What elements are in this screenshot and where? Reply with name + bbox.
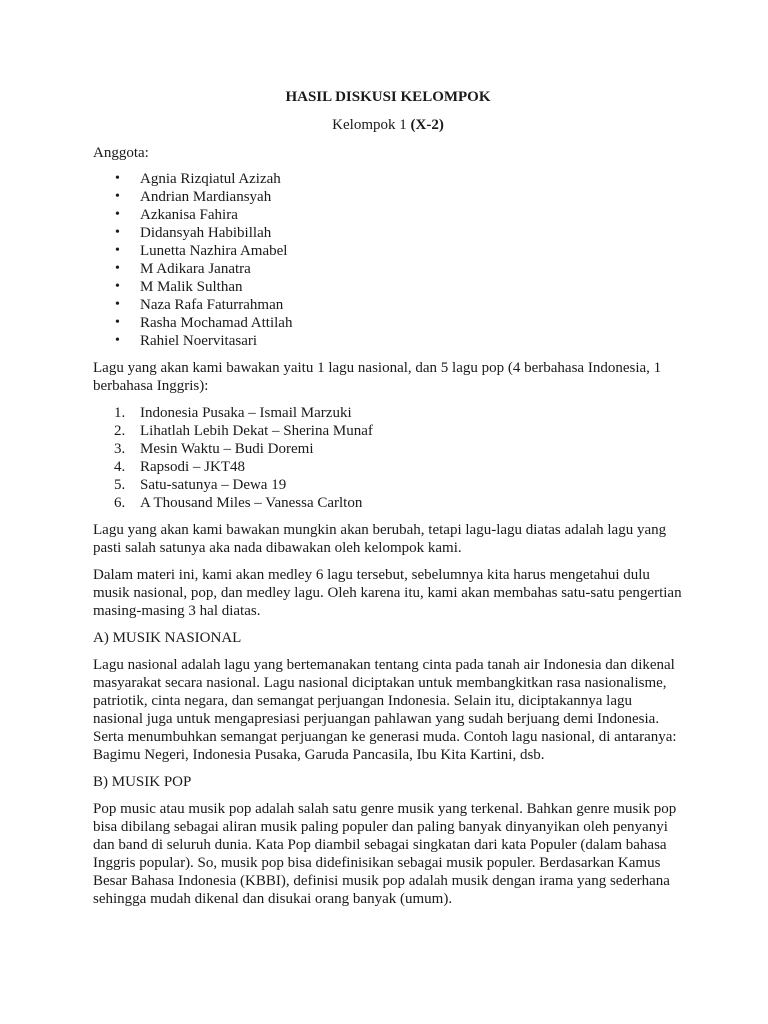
- member-name: Andrian Mardiansyah: [140, 189, 272, 205]
- list-item: [93, 476, 683, 494]
- section-heading-pop: B) MUSIK POP: [93, 774, 192, 790]
- change-paragraph: Lagu yang akan kami bawakan mungkin akan berubah, tetapi lagu-lagu diatas adalah lagu yang pasti salah satunya aka nada dibawakan oleh kelompok kami.: [93, 522, 667, 556]
- list-item: [93, 260, 683, 278]
- member-name: Naza Rafa Faturrahman: [140, 297, 284, 313]
- bullet-icon: •: [115, 171, 120, 186]
- bullet-icon: •: [115, 225, 120, 240]
- member-name: Azkanisa Fahira: [140, 207, 238, 223]
- list-item: [93, 188, 683, 206]
- bullet-icon: •: [115, 207, 120, 222]
- list-item: [93, 224, 683, 242]
- list-item: [93, 404, 683, 422]
- document-title: HASIL DISKUSI KELOMPOK: [285, 89, 491, 105]
- member-name: Rahiel Noervitasari: [140, 333, 258, 349]
- group-subtitle: [93, 116, 683, 134]
- pop-paragraph: Pop music atau musik pop adalah salah satu genre musik yang terkenal. Bahkan genre musik pop bisa dibilang sebagai aliran musik paling populer dan paling banyak dinyanyikan oleh penyanyi dan band di seluruh dunia. Kata Pop diambil sebagai singkatan dari kata Populer (dalam bahasa Inggris popular). So, musik pop bisa didefinisikan sebagai musik populer. Berdasarkan Kamus Besar Bahasa Indonesia (KBBI), definisi musik pop adalah musik dengan irama yang sederhana sehingga mudah dikenal dan disukai orang banyak (umum).: [93, 801, 677, 907]
- list-item: [93, 242, 683, 260]
- bullet-icon: •: [115, 315, 120, 330]
- list-item: [93, 458, 683, 476]
- member-name: M Malik Sulthan: [140, 279, 243, 295]
- list-item: [93, 332, 683, 350]
- list-item: [93, 494, 683, 512]
- bullet-icon: •: [115, 333, 120, 348]
- list-number: 2.: [114, 423, 126, 439]
- bullet-icon: •: [115, 279, 120, 294]
- group-class: (X-2): [410, 117, 444, 133]
- list-item: [93, 422, 683, 440]
- bullet-icon: •: [115, 189, 120, 204]
- list-number: 3.: [114, 441, 126, 457]
- group-number: Kelompok 1: [332, 117, 411, 133]
- document-page: [93, 88, 683, 908]
- national-paragraph: Lagu nasional adalah lagu yang bertemanakan tentang cinta pada tanah air Indonesia dan dikenal masyarakat secara nasional. Lagu nasional diciptakan untuk membangkitkan rasa nasionalisme, patriotik, cinta negara, dan semangat perjuangan Indonesia. Selain itu, diciptakannya lagu nasional juga untuk mengapresiasi perjuangan pahlawan yang sudah berjuang demi Indonesia. Serta menumbuhkan semangat perjuangan ke generasi muda. Contoh lagu nasional, di antaranya: Bagimu Negeri, Indonesia Pusaka, Garuda Pancasila, Ibu Kita Kartini, dsb.: [93, 657, 677, 763]
- list-number: 1.: [114, 405, 126, 421]
- bullet-icon: •: [115, 243, 120, 258]
- member-name: M Adikara Janatra: [140, 261, 251, 277]
- bullet-icon: •: [115, 261, 120, 276]
- member-name: Didansyah Habibillah: [140, 225, 272, 241]
- list-item: [93, 314, 683, 332]
- intro-paragraph: Lagu yang akan kami bawakan yaitu 1 lagu nasional, dan 5 lagu pop (4 berbahasa Indonesia, 1 berbahasa Inggris):: [93, 360, 662, 394]
- song-title: Satu-satunya – Dewa 19: [140, 477, 287, 493]
- list-item: [93, 206, 683, 224]
- medley-paragraph: Dalam materi ini, kami akan medley 6 lagu tersebut, sebelumnya kita harus mengetahui dulu musik nasional, pop, dan medley lagu. Oleh karena itu, kami akan membahas satu-satu pengertian masing-masing 3 hal diatas.: [93, 567, 682, 619]
- song-list: [93, 404, 683, 512]
- list-item: [93, 170, 683, 188]
- list-number: 6.: [114, 495, 126, 511]
- member-name: Agnia Rizqiatul Azizah: [140, 171, 281, 187]
- song-title: Mesin Waktu – Budi Doremi: [140, 441, 314, 457]
- list-item: [93, 296, 683, 314]
- list-number: 4.: [114, 459, 126, 475]
- list-number: 5.: [114, 477, 126, 493]
- song-title: Lihatlah Lebih Dekat – Sherina Munaf: [140, 423, 373, 439]
- bullet-icon: •: [115, 297, 120, 312]
- member-name: Lunetta Nazhira Amabel: [140, 243, 288, 259]
- song-title: A Thousand Miles – Vanessa Carlton: [140, 495, 363, 511]
- members-label: Anggota:: [93, 145, 149, 161]
- song-title: Indonesia Pusaka – Ismail Marzuki: [140, 405, 352, 421]
- section-heading-national: A) MUSIK NASIONAL: [93, 630, 242, 646]
- member-name: Rasha Mochamad Attilah: [140, 315, 293, 331]
- members-list: [93, 170, 683, 350]
- list-item: [93, 440, 683, 458]
- song-title: Rapsodi – JKT48: [140, 459, 245, 475]
- list-item: [93, 278, 683, 296]
